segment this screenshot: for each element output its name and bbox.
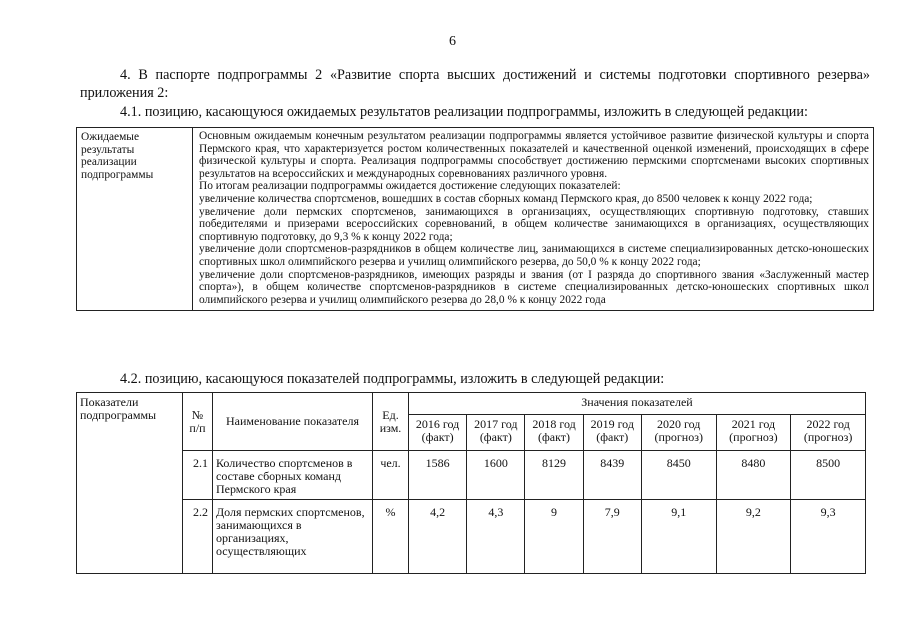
row-unit: % [373, 500, 409, 574]
col-header-year: 2016 год (факт) [409, 415, 467, 451]
row-value: 9,3 [791, 500, 866, 574]
section-4-1-heading: 4.1. позицию, касающуюся ожидаемых результатов реализации подпрограммы, изложить в следующей редакции: [120, 104, 808, 120]
row-unit: чел. [373, 451, 409, 500]
indicators-label: Показатели подпрограммы [77, 393, 183, 574]
col-header-year: 2022 год (прогноз) [791, 415, 866, 451]
results-paragraph: увеличение количества спортсменов, вошедших в состав сборных команд Пермского края, до 8500 человек к концу 2022 года; [199, 192, 813, 205]
row-value: 4,2 [409, 500, 467, 574]
row-value: 9,2 [716, 500, 791, 574]
results-paragraph: увеличение доли спортсменов-разрядников в общем количестве лиц, занимающихся в системе специализированных детско-юношеских спортивных школ олимпийского резерва и училищ олимпийского резерва, до 50,0 % к концу 2022 года; [199, 243, 869, 268]
indicators-table [76, 392, 866, 574]
results-paragraph: По итогам реализации подпрограммы ожидается достижение следующих показателей: [199, 180, 621, 193]
results-paragraph: увеличение доли спортсменов-разрядников, имеющих разряды и звания (от I разряда до спортивного звания «Заслуженный мастер спорта»), в общем количестве спортсменов-разрядников в системе специализированных детско-юношеских спортивных школ олимпийского резерва и училищ олимпийского резерва до 28,0 % к концу 2022 года [199, 268, 869, 306]
expected-results-content [193, 128, 874, 311]
row-name: Доля пермских спортсменов, занимающихся в организациях, осуществляющих [213, 500, 373, 574]
row-num: 2.2 [183, 500, 213, 574]
expected-results-table [76, 127, 874, 311]
row-value: 8480 [716, 451, 791, 500]
row-value: 4,3 [467, 500, 525, 574]
row-value: 9 [525, 500, 583, 574]
row-value: 8500 [791, 451, 866, 500]
table-row [77, 451, 866, 500]
page-number: 6 [449, 34, 456, 49]
row-value: 8450 [641, 451, 716, 500]
row-value: 1586 [409, 451, 467, 500]
section-4-2-heading: 4.2. позицию, касающуюся показателей подпрограммы, изложить в следующей редакции: [120, 371, 665, 387]
section-4-intro: 4. В паспорте подпрограммы 2 «Развитие спорта высших достижений и системы подготовки спортивного резерва» приложения 2: [80, 67, 870, 101]
row-num: 2.1 [183, 451, 213, 500]
col-header-year: 2018 год (факт) [525, 415, 583, 451]
row-value: 9,1 [641, 500, 716, 574]
col-header-name: Наименование показателя [213, 393, 373, 451]
table-header-row [77, 393, 866, 415]
table-row [77, 128, 874, 311]
row-name: Количество спортсменов в составе сборных команд Пермского края [213, 451, 373, 500]
col-header-unit: Ед. изм. [373, 393, 409, 451]
col-header-values: Значения показателей [409, 393, 866, 415]
col-header-year: 2021 год (прогноз) [716, 415, 791, 451]
row-value: 1600 [467, 451, 525, 500]
row-value: 8439 [583, 451, 641, 500]
row-value: 8129 [525, 451, 583, 500]
col-header-year: 2017 год (факт) [467, 415, 525, 451]
table-row [77, 500, 866, 574]
results-paragraph: увеличение доли пермских спортсменов, занимающихся в организациях, осуществляющих спортивную подготовку, ставших победителями и призерами всероссийских соревнований, в общем количестве занимающихся в организациях, осуществляющих спортивную подготовку, до 9,3 % к концу 2022 года; [199, 205, 869, 243]
col-header-num: № п/п [183, 393, 213, 451]
col-header-year: 2020 год (прогноз) [641, 415, 716, 451]
col-header-year: 2019 год (факт) [583, 415, 641, 451]
results-paragraph: Основным ожидаемым конечным результатом реализации подпрограммы является устойчивое развитие физической культуры и спорта Пермского края, что характеризуется ростом количественных показателей и качественной оценкой изменений, происходящих в сфере физической культуры и спорта. Реализация подпрограммы способствует достижению пермскими спортсменами высоких спортивных результатов на всероссийских и международных соревнованиях различного уровня. [199, 130, 869, 180]
expected-results-label: Ожидаемые результаты реализации подпрограммы [77, 128, 193, 311]
row-value: 7,9 [583, 500, 641, 574]
